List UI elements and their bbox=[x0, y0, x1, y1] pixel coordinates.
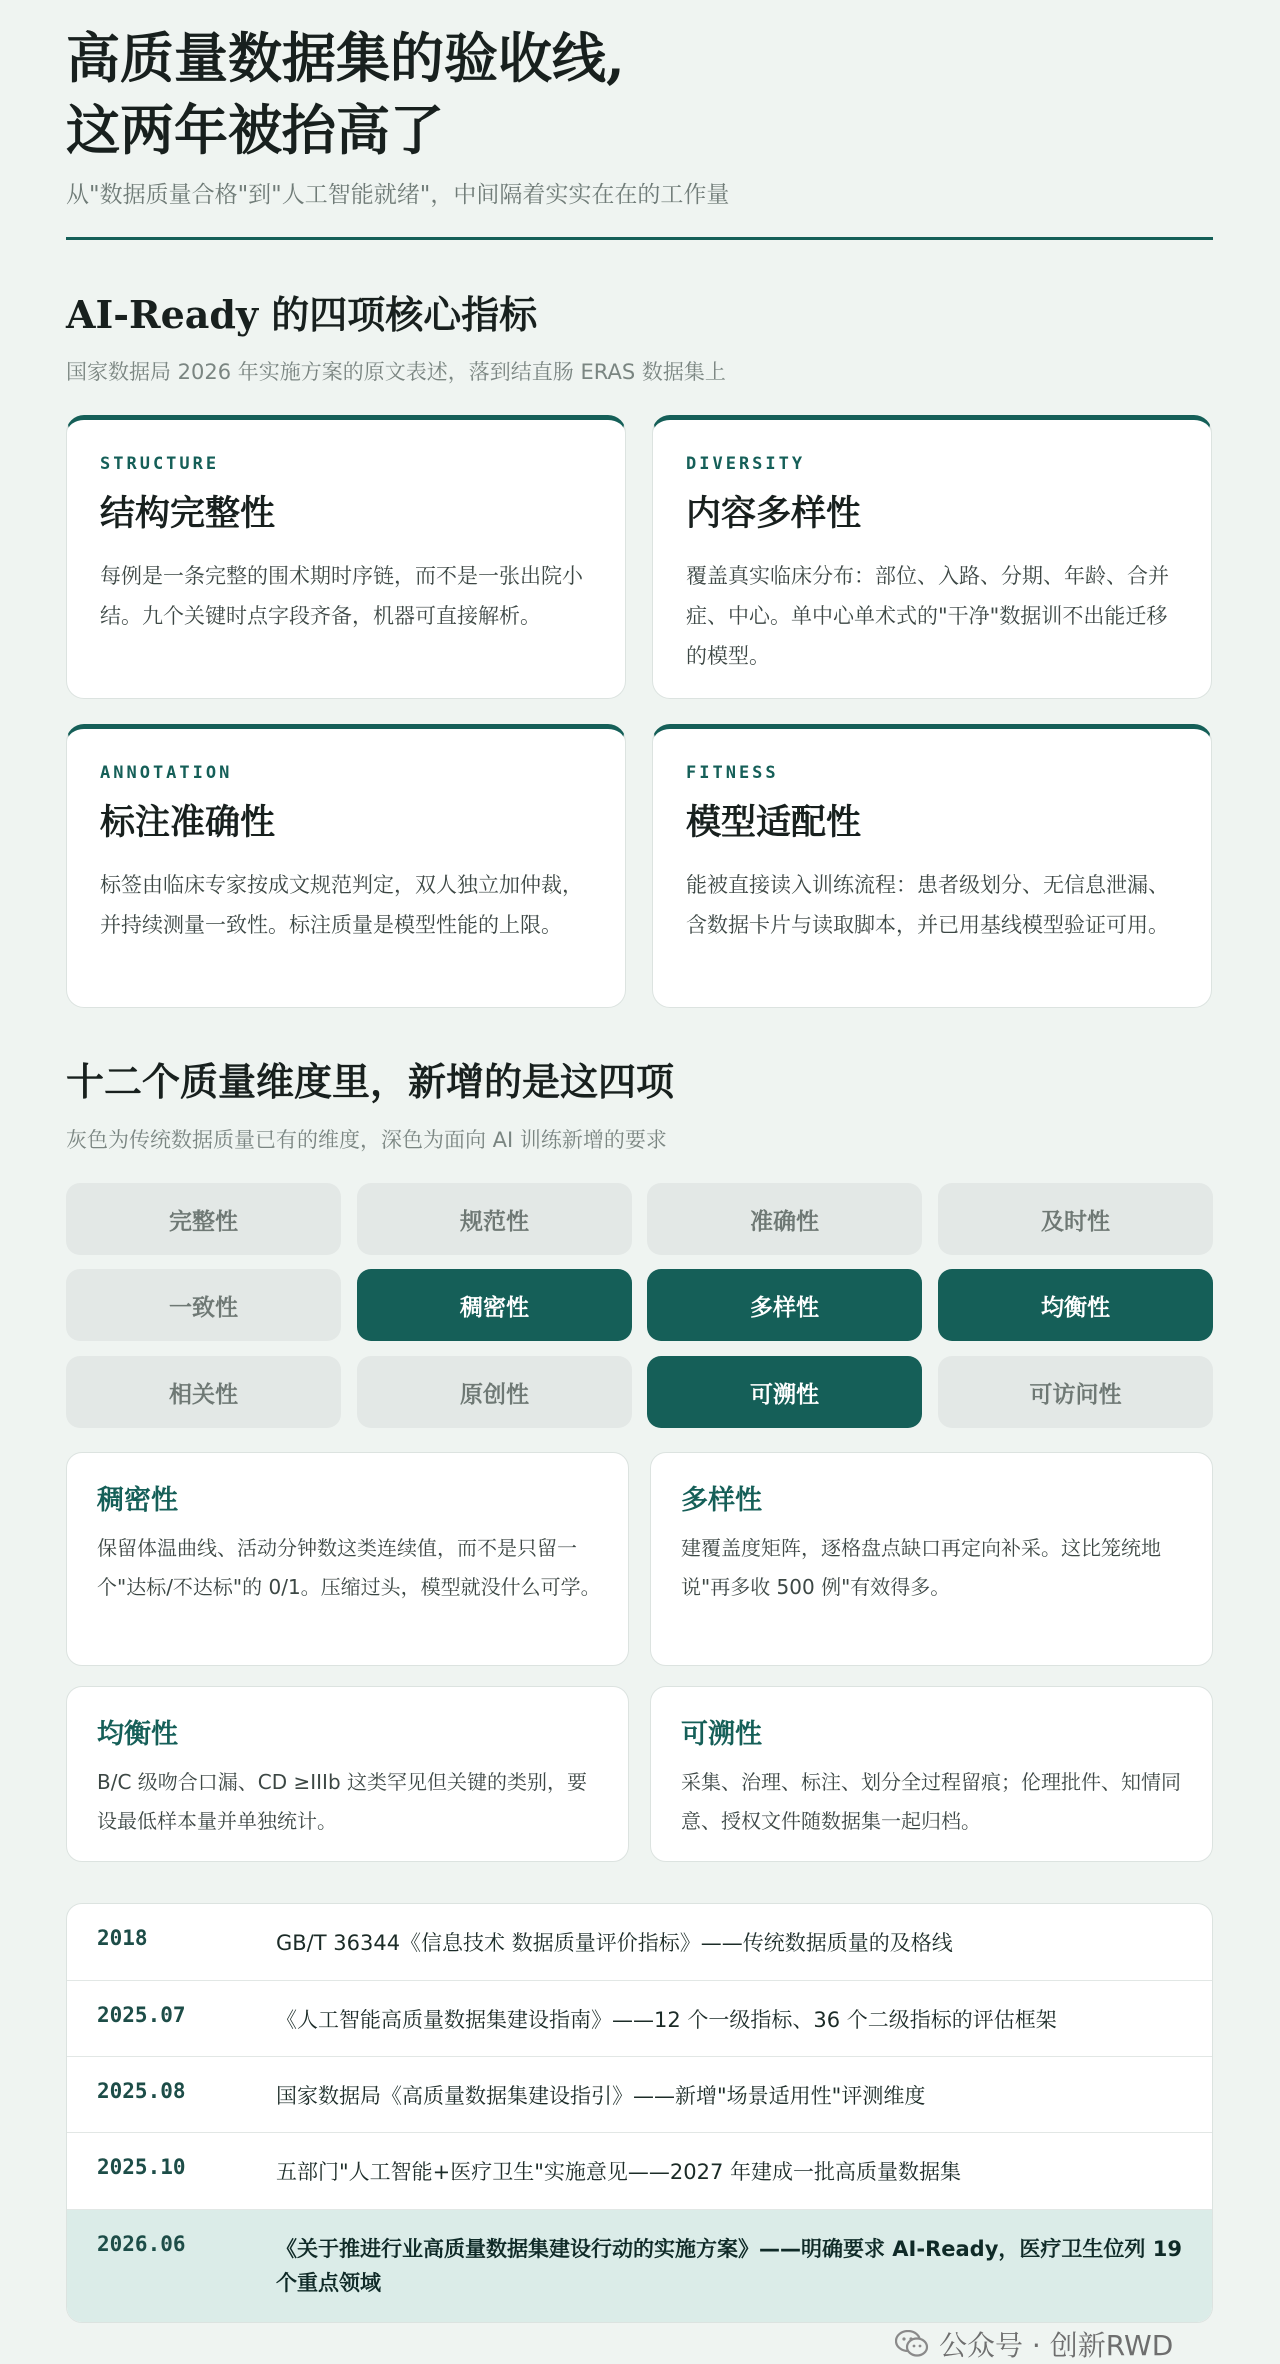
core-card-desc: 每例是一条完整的围术期时序链，而不是一张出院小结。九个关键时点字段齐备，机器可直接解析。 bbox=[100, 564, 583, 628]
timeline-row bbox=[67, 1904, 1212, 1981]
core-card-title: 内容多样性 bbox=[686, 493, 862, 534]
dimension-detail-title: 均衡性 bbox=[97, 1719, 178, 1750]
dimension-chip: 规范性 bbox=[357, 1183, 632, 1255]
timeline-year: 2025.08 bbox=[97, 2079, 186, 2103]
watermark bbox=[895, 2324, 1173, 2364]
core-card-structure bbox=[66, 415, 626, 699]
core-card-desc: 覆盖真实临床分布：部位、入路、分期、年龄、合并症、中心。单中心单术式的"干净"数据训不出能迁移的模型。 bbox=[686, 564, 1169, 668]
dimension-chip: 一致性 bbox=[66, 1269, 341, 1341]
dimension-detail-title: 稠密性 bbox=[97, 1485, 178, 1516]
page-title-line2: 这两年被抬高了 bbox=[66, 98, 444, 162]
core-card-code: DIVERSITY bbox=[686, 454, 806, 474]
wechat-icon bbox=[895, 2330, 929, 2358]
dimension-detail-desc: 采集、治理、标注、划分全过程留痕；伦理批件、知情同意、授权文件随数据集一起归档。 bbox=[681, 1770, 1181, 1833]
dimension-chip: 可访问性 bbox=[938, 1356, 1213, 1428]
core-card-desc: 能被直接读入训练流程：患者级划分、无信息泄漏、含数据卡片与读取脚本，并已用基线模型验证可用。 bbox=[686, 873, 1169, 937]
dimension-detail-card bbox=[650, 1452, 1213, 1666]
timeline-text: 《关于推进行业高质量数据集建设行动的实施方案》——明确要求 AI-Ready，医疗卫生位列 19 个重点领域 bbox=[276, 2237, 1182, 2295]
timeline-row bbox=[67, 1981, 1212, 2057]
timeline-year: 2018 bbox=[97, 1926, 148, 1950]
core-card-code: FITNESS bbox=[686, 763, 779, 783]
core-card-desc: 标签由临床专家按成文规范判定，双人独立加仲裁，并持续测量一致性。标注质量是模型性能的上限。 bbox=[100, 873, 583, 937]
timeline-year: 2025.07 bbox=[97, 2003, 186, 2027]
dimension-detail-desc: B/C 级吻合口漏、CD ≥IIIb 这类罕见但关键的类别，要设最低样本量并单独统计。 bbox=[97, 1770, 588, 1833]
policy-timeline bbox=[66, 1903, 1213, 2323]
page-title bbox=[66, 22, 625, 166]
timeline-text: 《人工智能高质量数据集建设指南》——12 个一级指标、36 个二级指标的评估框架 bbox=[276, 2008, 1057, 2032]
core-card-diversity bbox=[652, 415, 1212, 699]
timeline-text: 五部门"人工智能+医疗卫生"实施意见——2027 年建成一批高质量数据集 bbox=[276, 2160, 962, 2184]
title-divider bbox=[66, 237, 1213, 240]
core-card-title: 标注准确性 bbox=[100, 802, 276, 843]
dimension-chip: 多样性 bbox=[647, 1269, 922, 1341]
core-section-title: AI-Ready 的四项核心指标 bbox=[66, 292, 538, 337]
dimensions-section-title: 十二个质量维度里，新增的是这四项 bbox=[66, 1059, 675, 1104]
watermark-text: 公众号 · 创新RWD bbox=[939, 2329, 1174, 2362]
dimension-chip: 原创性 bbox=[357, 1356, 632, 1428]
timeline-year: 2026.06 bbox=[97, 2232, 186, 2256]
dimension-chip: 均衡性 bbox=[938, 1269, 1213, 1341]
dimension-detail-card bbox=[66, 1452, 629, 1666]
dimension-detail-card bbox=[650, 1686, 1213, 1862]
dimension-chip: 稠密性 bbox=[357, 1269, 632, 1341]
dimension-chip: 相关性 bbox=[66, 1356, 341, 1428]
dimension-detail-title: 可溯性 bbox=[681, 1719, 762, 1750]
page-subtitle: 从"数据质量合格"到"人工智能就绪"，中间隔着实实在在的工作量 bbox=[66, 182, 730, 208]
timeline-row bbox=[67, 2133, 1212, 2210]
core-card-fitness bbox=[652, 724, 1212, 1008]
dimension-chip: 完整性 bbox=[66, 1183, 341, 1255]
page-title-line1: 高质量数据集的验收线, bbox=[66, 26, 625, 90]
core-card-code: ANNOTATION bbox=[100, 763, 233, 783]
timeline-text: 国家数据局《高质量数据集建设指引》——新增"场景适用性"评测维度 bbox=[276, 2084, 926, 2108]
dimension-detail-card bbox=[66, 1686, 629, 1862]
core-card-code: STRUCTURE bbox=[100, 454, 220, 474]
dimension-chip: 准确性 bbox=[647, 1183, 922, 1255]
dimension-chip: 可溯性 bbox=[647, 1356, 922, 1428]
dimension-chip: 及时性 bbox=[938, 1183, 1213, 1255]
timeline-text: GB/T 36344《信息技术 数据质量评价指标》——传统数据质量的及格线 bbox=[276, 1931, 953, 1955]
dimension-detail-title: 多样性 bbox=[681, 1485, 762, 1516]
timeline-row-highlight bbox=[67, 2210, 1212, 2323]
dimensions-section-subtitle: 灰色为传统数据质量已有的维度，深色为面向 AI 训练新增的要求 bbox=[66, 1128, 667, 1152]
dimension-detail-desc: 保留体温曲线、活动分钟数这类连续值，而不是只留一个"达标/不达标"的 0/1。压缩过头，模型就没什么可学。 bbox=[97, 1536, 601, 1599]
dimension-detail-desc: 建覆盖度矩阵，逐格盘点缺口再定向补采。这比笼统地说"再多收 500 例"有效得多。 bbox=[681, 1536, 1161, 1599]
timeline-row bbox=[67, 2057, 1212, 2133]
core-section-subtitle: 国家数据局 2026 年实施方案的原文表述，落到结直肠 ERAS 数据集上 bbox=[66, 360, 726, 384]
core-card-title: 模型适配性 bbox=[686, 802, 862, 843]
core-card-title: 结构完整性 bbox=[100, 493, 276, 534]
core-card-annotation bbox=[66, 724, 626, 1008]
timeline-year: 2025.10 bbox=[97, 2155, 186, 2179]
